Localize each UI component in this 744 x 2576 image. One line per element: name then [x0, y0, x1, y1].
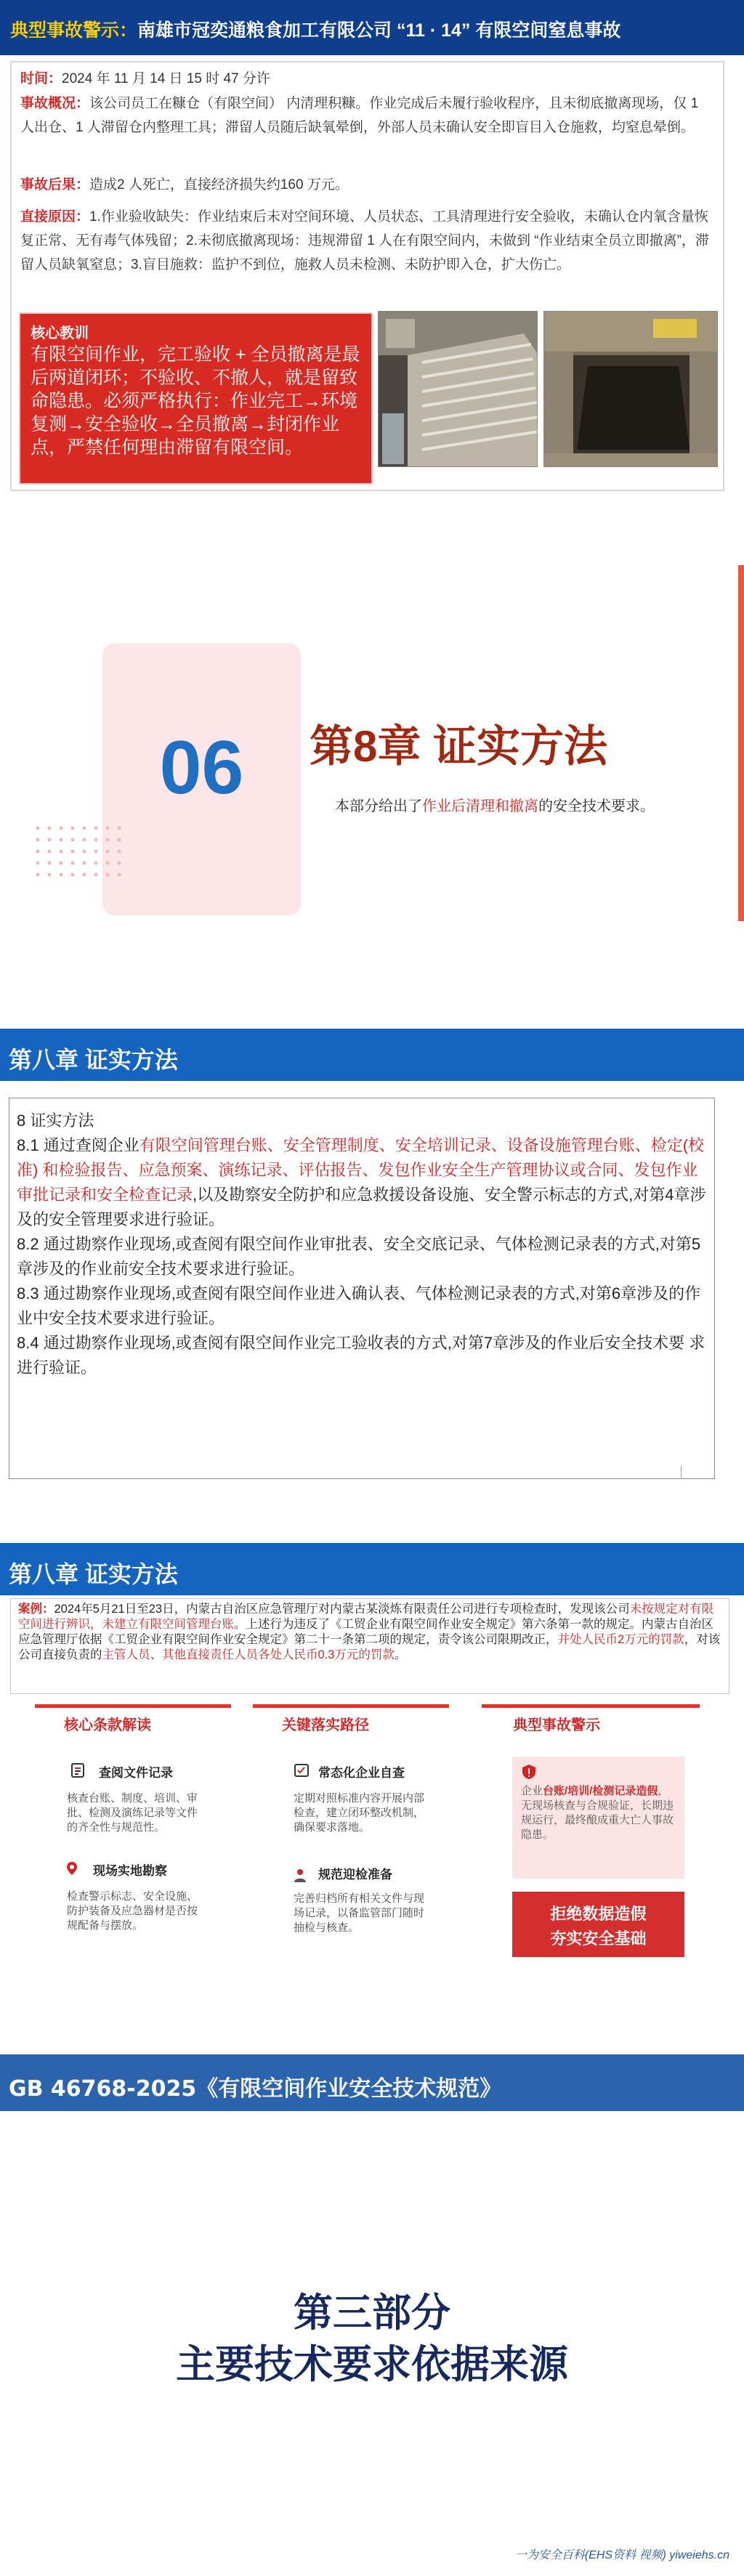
case-highlight-1: 未按规定对有限空间进行辨识，未建立有限空间管理台账	[18, 1603, 714, 1631]
col3-rule	[482, 1704, 700, 1708]
consequence-text: 造成2 人死亡，直接经济损失约160 万元。	[89, 177, 349, 193]
col2-item2-desc: 完善归档所有相关文件与现场记录，以备监管部门随时抽检与核查。	[294, 1892, 425, 1934]
case-highlight-2: 并处人民币2万元的罚款	[557, 1633, 684, 1646]
slide-verification-methods	[0, 1029, 744, 1543]
silo-photo-2-image	[544, 312, 718, 467]
slogan-line2: 夯实安全基础	[550, 1929, 647, 1948]
time-line	[20, 67, 714, 91]
header-title: 第八章 证实方法	[9, 1047, 178, 1073]
col1-rule	[35, 1704, 231, 1708]
case-box	[10, 1598, 729, 1694]
clause-8-4: 8.4 通过勘察作业现场,或查阅有限空间作业完工验收表的方式,对第7章涉及的作业后安全技术要 求进行验证。	[17, 1334, 705, 1377]
header-title: 第八章 证实方法	[9, 1561, 178, 1587]
cursor-mark	[681, 1466, 682, 1478]
cause-label: 直接原因：	[20, 209, 90, 224]
col1-item2-title: 现场实地勘察	[93, 1864, 167, 1878]
chapter-subtitle	[335, 794, 655, 815]
cause-line	[20, 205, 714, 277]
title-prefix: 典型事故警示：	[10, 20, 138, 41]
header-bar	[0, 1543, 744, 1595]
overview-label: 事故概况：	[20, 96, 90, 111]
accident-card	[10, 61, 724, 491]
case-text-4: 。	[394, 1648, 407, 1661]
chapter-title: 第8章 证实方法	[310, 722, 608, 771]
subtitle-post: 的安全技术要求。	[538, 798, 655, 814]
cause-text: 1.作业验收缺失：作业结束后未对空间环境、人员状态、工具清理进行安全验收，未确认仓内氧含量恢复正常、无有毒气体残留；2.未彻底撤离现场：违规滞留 1 人在有限空间内，未做到 “作业结束全员立即撤离”，滞留人员缺氧窒息；3.盲目施救：监护不到位，施救人员未检测、未防护即入仓，扩大伤亡。	[20, 209, 709, 272]
case-text-3: ，对该公司直接负责的	[18, 1633, 721, 1661]
page-title	[10, 16, 620, 42]
guidance-columns	[35, 1704, 732, 1966]
title-main: 南雄市冠奕通粮食加工有限公司 “11 · 14” 有限空间窒息事故	[137, 20, 621, 41]
part-subtitle: 主要技术要求依据来源	[176, 2343, 568, 2386]
time-value: 2024 年 11 月 14 日 15 时 47 分许	[62, 71, 270, 86]
overview-line	[20, 92, 714, 139]
clause-heading: 8 证实方法	[17, 1111, 94, 1130]
header-bar	[0, 1029, 744, 1081]
shield-warning-icon	[521, 1764, 537, 1780]
col1-heading: 核心条款解读	[64, 1717, 151, 1733]
standard-bar	[0, 2054, 744, 2111]
case-label: 案例：	[18, 1603, 54, 1616]
warning-post: ，无现场核查与合规验证，长期违规运行，最终酿成重大亡人事故隐患。	[521, 1785, 674, 1841]
col3-heading: 典型事故警示	[513, 1717, 600, 1733]
col2-item2-title: 规范迎检准备	[318, 1868, 392, 1882]
part-title: 第三部分	[294, 2291, 450, 2335]
warning-text	[521, 1784, 677, 1842]
silo-photo-1-image	[379, 312, 538, 467]
location-pin-icon	[64, 1860, 80, 1876]
silo-photo-2	[543, 311, 718, 467]
person-icon	[292, 1868, 308, 1884]
warning-pre: 企业	[521, 1785, 543, 1797]
case-text-2: 。上述行为违反了《工贸企业有限空间作业安全规定》第六条第一款的规定。内蒙古自治区应急管理厅依据《工贸企业有限空间作业安全规定》第二十一条第二项的规定，责令该公司限期改正，	[18, 1618, 713, 1646]
col2-heading: 关键落实路径	[282, 1717, 369, 1733]
case-highlight-3: 主管人员、其他直接责任人员各处人民币0.3万元的罚款	[102, 1648, 395, 1661]
slide-part-three-cover	[0, 2054, 744, 2576]
clause-box	[9, 1098, 715, 1479]
checklist-icon	[294, 1762, 310, 1778]
time-label: 时间：	[20, 71, 62, 86]
slogan-line1: 拒绝数据造假	[550, 1905, 647, 1923]
subtitle-pre: 本部分给出了	[335, 798, 422, 814]
col2-rule	[253, 1704, 449, 1708]
warning-box	[512, 1757, 684, 1879]
col2-item1-title: 常态化企业自查	[318, 1766, 405, 1780]
chapter-number: 06	[159, 726, 244, 810]
consequence-label: 事故后果：	[20, 177, 90, 193]
clause-8-2: 8.2 通过勘察作业现场,或查阅有限空间作业审批表、安全交底记录、气体检测记录表的方式,对第5 章涉及的作业前安全技术要求进行验证。	[17, 1235, 701, 1278]
slide-case-and-guidance	[0, 1543, 744, 2054]
subtitle-highlight: 作业后清理和撤离	[422, 798, 538, 814]
col1-item1-title: 查阅文件记录	[99, 1766, 173, 1780]
clause-8-3: 8.3 通过勘察作业现场,或查阅有限空间作业进入确认表、气体检测记录表的方式,对第6章涉及的作业中安全技术要求进行验证。	[17, 1284, 701, 1327]
overview-text: 该公司员工在糠仓（有限空间） 内清理积糠。作业完成后未履行验收程序，且未彻底撤离现场，仅 1 人出仓、1 人滞留仓内整理工具；滞留人员随后缺氧晕倒，外部人员未确认安全即盲目入仓施救，均窒息晕倒。	[20, 96, 699, 135]
slogan-button	[512, 1892, 684, 1957]
lesson-box	[19, 312, 373, 485]
lesson-heading: 核心教训	[31, 325, 89, 341]
slide-chapter-8-cover	[0, 514, 744, 1029]
clause-8-1-highlight: 有限空间管理台账、安全管理制度、安全培训记录、设备设施管理台账、检定(校准) 和检验报告、应急预案、演练记录、评估报告、发包作业安全生产管理协议或合同、发包作业审批记录和安全检查记录	[17, 1136, 705, 1204]
col1-item1-desc: 核查台账、制度、培训、审批、检测及演练记录等文件的齐全性与规范性。	[67, 1792, 198, 1834]
clause-8-1-pre: 8.1 通过查阅企业	[17, 1136, 140, 1154]
col1-item2-desc: 检查警示标志、安全设施、防护装备及应急器材是否按规配备与摆放。	[67, 1890, 198, 1932]
silo-photo-1	[378, 311, 538, 467]
title-bar	[0, 0, 744, 55]
clause-8-1	[17, 1133, 707, 1232]
document-icon	[70, 1762, 86, 1778]
accent-line	[738, 565, 744, 921]
case-text-1: 2024年5月21日至23日，内蒙古自治区应急管理厅对内蒙古某淡炼有限责任公司进行专项检查时，发现该公司	[54, 1603, 630, 1616]
warning-highlight: 台账/培训/检测记录造假	[543, 1785, 658, 1797]
footer-watermark: 一为安全百科(EHS资料 视频) yiweiehs.cn	[514, 2549, 729, 2561]
clause-8-1-post: ,以及勘察安全防护和应急救援设备设施、安全警示标志的方式,对第4章涉及的安全管理要求进行验证。	[17, 1186, 706, 1228]
consequence-line	[20, 173, 714, 197]
col2-item1-desc: 定期对照标准内容开展内部检查，建立闭环整改机制，确保要求落地。	[294, 1792, 425, 1834]
lesson-text: 有限空间作业，完工验收 + 全员撤离是最后两道闭环；不验收、不撤人，就是留致命隐患。必须严格执行：作业完工→环境复测→安全验收→全员撤离→封闭作业点，严禁任何理由滞留有限空间。	[31, 344, 360, 458]
standard-title: GB 46768-2025《有限空间作业安全技术规范》	[9, 2076, 502, 2102]
slide-accident-warning	[0, 0, 744, 514]
dot-pattern	[32, 822, 126, 882]
